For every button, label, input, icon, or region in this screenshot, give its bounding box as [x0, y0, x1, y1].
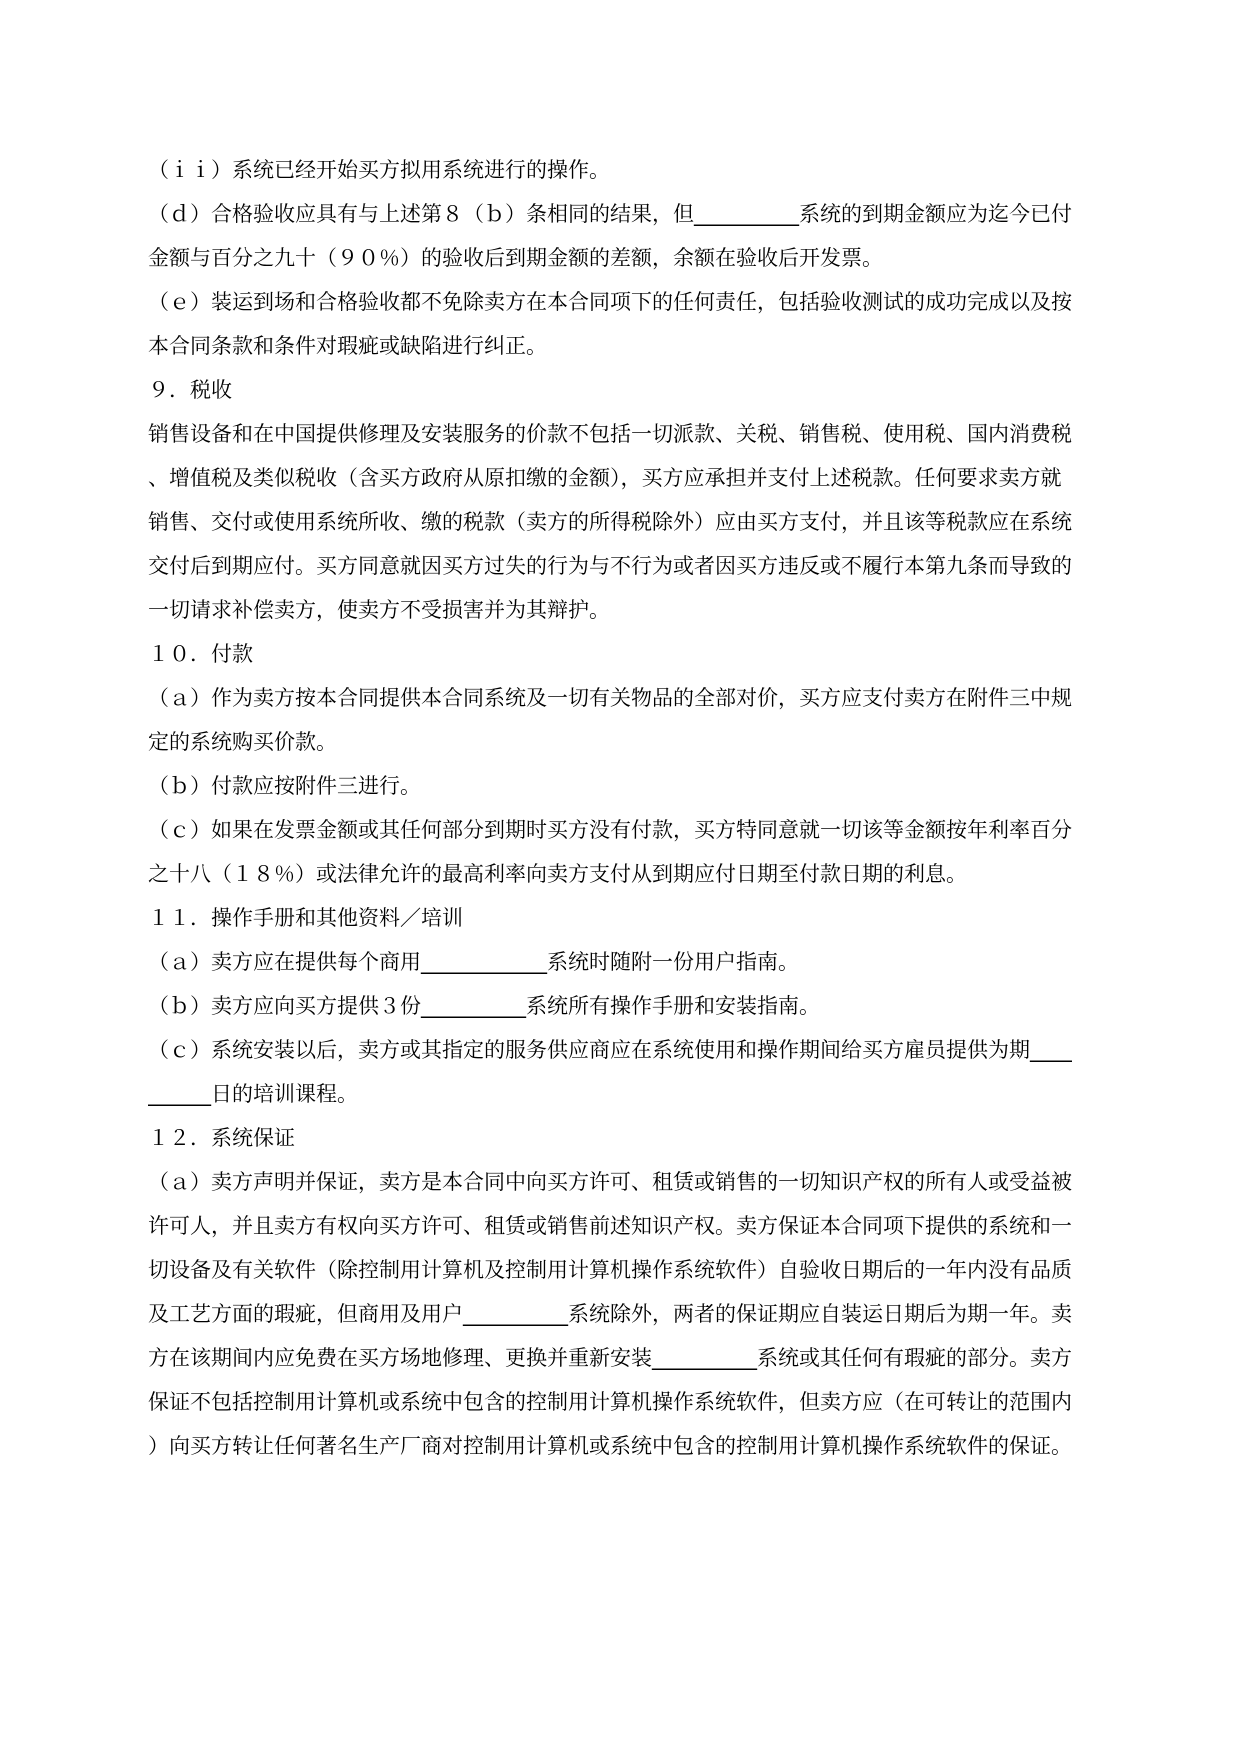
text-line: 保证不包括控制用计算机或系统中包含的控制用计算机操作系统软件，但卖方应（在可转让的范围内: [148, 1390, 1072, 1414]
section-heading: １１．操作手册和其他资料／培训: [148, 906, 463, 930]
text-line: 交付后到期应付。买方同意就因买方过失的行为与不行为或者因买方违反或不履行本第九条而导致的: [148, 554, 1072, 578]
text-line: 本合同条款和条件对瑕疵或缺陷进行纠正。: [148, 334, 547, 358]
text-line: 切设备及有关软件（除控制用计算机及控制用计算机操作系统软件）自验收日期后的一年内没有品质: [148, 1258, 1072, 1282]
section-heading: １２．系统保证: [148, 1126, 295, 1150]
text-line: （ｂ）卖方应向买方提供３份__________系统所有操作手册和安装指南。: [148, 994, 820, 1018]
text-line: 金额与百分之九十（９０％）的验收后到期金额的差额，余额在验收后开发票。: [148, 246, 883, 270]
text-line: （ｃ）如果在发票金额或其任何部分到期时买方没有付款，买方特同意就一切该等金额按年利率百分: [148, 818, 1072, 842]
section-heading: ９．税收: [148, 378, 232, 402]
text-line: 销售设备和在中国提供修理及安装服务的价款不包括一切派款、关税、销售税、使用税、国内消费税: [148, 422, 1072, 446]
section-heading: １０．付款: [148, 642, 253, 666]
text-line: 之十八（１８％）或法律允许的最高利率向卖方支付从到期应付日期至付款日期的利息。: [148, 862, 967, 886]
text-line: 定的系统购买价款。: [148, 730, 337, 754]
text-line: 方在该期间内应免费在买方场地修理、更换并重新安装__________系统或其任何有瑕疵的部分。卖方: [148, 1346, 1072, 1370]
text-line: 、增值税及类似税收（含买方政府从原扣缴的金额），买方应承担并支付上述税款。任何要求卖方就: [148, 466, 1062, 490]
text-line: （ａ）作为卖方按本合同提供本合同系统及一切有关物品的全部对价，买方应支付卖方在附件三中规: [148, 686, 1072, 710]
text-line: （ｉｉ）系统已经开始买方拟用系统进行的操作。: [148, 158, 610, 182]
text-line: （ａ）卖方声明并保证，卖方是本合同中向买方许可、租赁或销售的一切知识产权的所有人或受益被: [148, 1170, 1072, 1194]
text-line: （ｃ）系统安装以后，卖方或其指定的服务供应商应在系统使用和操作期间给买方雇员提供为期____: [148, 1038, 1072, 1062]
text-line: ）向买方转让任何著名生产厂商对控制用计算机或系统中包含的控制用计算机操作系统软件的保证。: [148, 1434, 1072, 1458]
text-line: （ｅ）装运到场和合格验收都不免除卖方在本合同项下的任何责任，包括验收测试的成功完成以及按: [148, 290, 1072, 314]
text-line: 销售、交付或使用系统所收、缴的税款（卖方的所得税除外）应由买方支付，并且该等税款应在系统: [148, 510, 1072, 534]
text-line: 一切请求补偿卖方，使卖方不受损害并为其辩护。: [148, 598, 610, 622]
text-line: （ａ）卖方应在提供每个商用____________系统时随附一份用户指南。: [148, 950, 799, 974]
text-line: 许可人，并且卖方有权向买方许可、租赁或销售前述知识产权。卖方保证本合同项下提供的系统和一: [148, 1214, 1072, 1238]
text-line: （ｄ）合格验收应具有与上述第８（ｂ）条相同的结果，但__________系统的到期金额应为迄今已付: [148, 202, 1072, 226]
text-line: ______日的培训课程。: [148, 1082, 358, 1106]
text-line: 及工艺方面的瑕疵，但商用及用户__________系统除外，两者的保证期应自装运日期后为期一年。卖: [148, 1302, 1072, 1326]
text-line: （ｂ）付款应按附件三进行。: [148, 774, 421, 798]
